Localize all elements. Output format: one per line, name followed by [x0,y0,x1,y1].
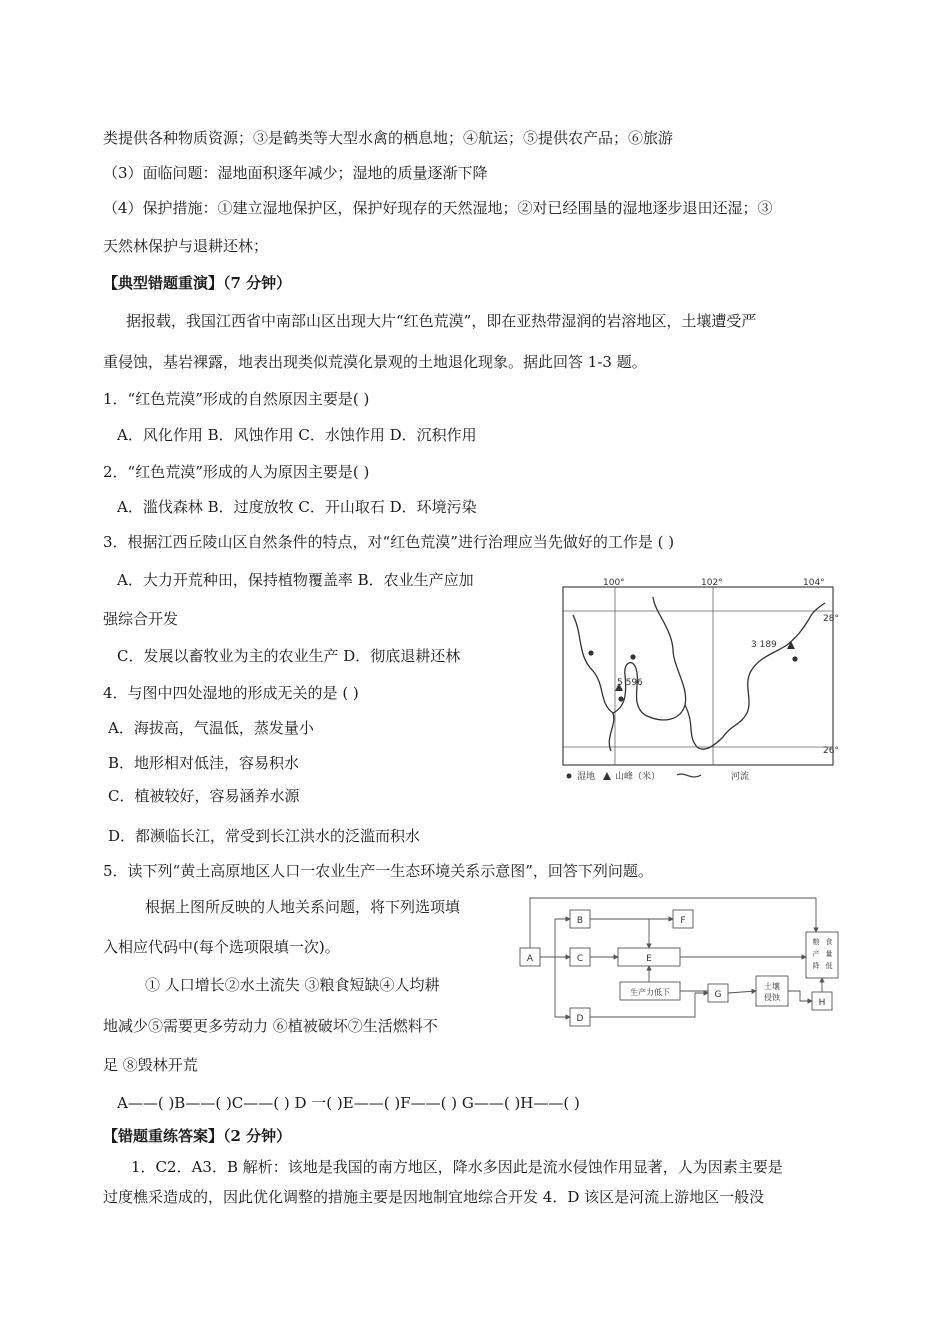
legend-river-line [677,774,701,777]
question-4-option-a: A．海拔高，气温低，蒸发量小 [108,719,314,737]
wetland-dot [792,656,797,661]
diagram-food-label: 产 [812,950,820,958]
lat-label-28: 28° [823,614,839,624]
passage-line-2: 重侵蚀，基岩裸露，地表出现类似荒漠化景观的土地退化现象。据此回答 1-3 题。 [103,353,647,371]
question-3-option-b-cont: 强综合开发 [103,610,179,628]
question-1: 1．“红色荒漠”形成的自然原因主要是( ) [103,390,370,408]
wetland-map [555,575,845,785]
question-3-options-cd: C．发展以畜牧业为主的农业生产 D．彻底退耕还林 [117,647,461,665]
answer-line-1: 1．C2．A3．B 解析：该地是我国的南方地区，降水多因此是流水侵蚀作用显著，人为因素主要是 [131,1158,783,1176]
question-1-options: A．风化作用 B．风蚀作用 C．水蚀作用 D．沉积作用 [117,426,477,444]
peak-label-3189: 3 189 [751,640,777,650]
question-5-instruction-2: 入相应代码中(每个选项限填一次)。 [103,938,340,956]
diagram-box-a: A [526,954,534,964]
text-line-problems: （3）面临问题：湿地面积逐年减少；湿地的质量逐渐下降 [103,164,488,182]
question-3-options-ab: A．大力开荒种田，保持植物覆盖率 B．农业生产应加 [117,571,474,589]
wetland-dot [618,696,623,701]
peak-label-5596: 5 596 [617,678,643,688]
diagram-soil-label: 土壤 [764,982,780,991]
section-heading-mistakes: 【典型错题重演】（7 分钟） [103,274,292,292]
diagram-box-e: E [646,954,652,964]
question-5: 5．读下列“黄土高原地区人口一农业生产一生态环境关系示意图”，回答下列问题。 [103,862,653,880]
diagram-box-h: H [818,998,826,1008]
lat-label-26: 26° [823,746,839,756]
question-4: 4．与图中四处湿地的形成无关的是 ( ) [103,684,359,702]
wetland-dot [588,650,593,655]
question-2-options: A．滥伐森林 B．过度放牧 C．开山取石 D．环境污染 [117,498,477,516]
diagram-food-label: 粮 [812,938,820,946]
river-line [685,603,825,749]
diagram-food-label: 量 [825,950,833,958]
legend-wetland-label: 湿地 [577,772,596,782]
diagram-productivity-label: 生产力低下 [630,988,670,997]
diagram-box-b: B [576,916,584,926]
question-4-option-b: B．地形相对低洼，容易积水 [108,754,300,772]
diagram-soil-label: 侵蚀 [764,993,780,1002]
legend-peak-triangle [603,772,611,780]
river-line [613,597,686,720]
question-5-choices-3: 足 ⑧毁林开荒 [103,1056,198,1074]
legend-peak-label: 山峰（米） [615,772,661,782]
diagram-box-c: C [576,954,584,964]
diagram-box-g: G [714,990,722,1000]
lon-label-102: 102° [701,578,723,588]
diagram-food-label: 降 [812,962,820,970]
loess-relationship-diagram [515,892,845,1032]
question-4-option-c: C．植被较好，容易涵养水源 [108,787,300,805]
question-3: 3．根据江西丘陵山区自然条件的特点，对“红色荒漠”进行治理应当先做好的工作是 ( ) [103,533,675,551]
legend-wetland-dot [567,774,572,779]
text-line-measures-cont: 天然林保护与退耕还林； [103,237,269,255]
diagram-box-f: F [680,916,686,926]
diagram-food-label: 低 [825,962,833,970]
peak-triangle [787,641,795,649]
text-line-measures: （4）保护措施：①建立湿地保护区，保护好现存的天然湿地；②对已经围垦的湿地逐步退田还湿；③ [103,199,773,217]
question-5-choices-1: ① 人口增长②水土流失 ③粮食短缺④人均耕 [145,976,440,994]
river-line [573,615,614,751]
question-5-instruction-1: 根据上图所反映的人地关系问题，将下列选项填 [145,898,461,916]
answer-line-2: 过度樵采造成的，因此优化调整的措施主要是因地制宜地综合开发 4．D 该区是河流上游地区一般没 [103,1188,765,1206]
question-5-answer-blanks: A——( )B——( )C——( ) D 一( )E——( )F——( ) G——( )H——( ) [117,1094,580,1112]
text-line-resources: 类提供各种物质资源；③是鹤类等大型水禽的栖息地；④航运；⑤提供农产品；⑥旅游 [103,129,674,147]
question-5-choices-2: 地减少⑤需要更多劳动力 ⑥植被破坏⑦生活燃料不 [103,1017,438,1035]
lon-label-100: 100° [603,578,625,588]
wetland-dot [630,654,635,659]
question-4-option-d: D．都濒临长江，常受到长江洪水的泛滥而积水 [108,827,421,845]
passage-line-1: 据报载，我国江西省中南部山区出现大片“红色荒漠”，即在亚热带湿润的岩溶地区，土壤遭受严 [126,312,757,330]
section-heading-answers: 【错题重练答案】（2 分钟） [103,1127,292,1145]
diagram-box-d: D [576,1014,584,1024]
legend-river-label: 河流 [731,772,750,782]
question-2: 2．“红色荒漠”形成的人为原因主要是( ) [103,463,370,481]
diagram-food-label: 食 [825,938,833,946]
lon-label-104: 104° [803,578,825,588]
